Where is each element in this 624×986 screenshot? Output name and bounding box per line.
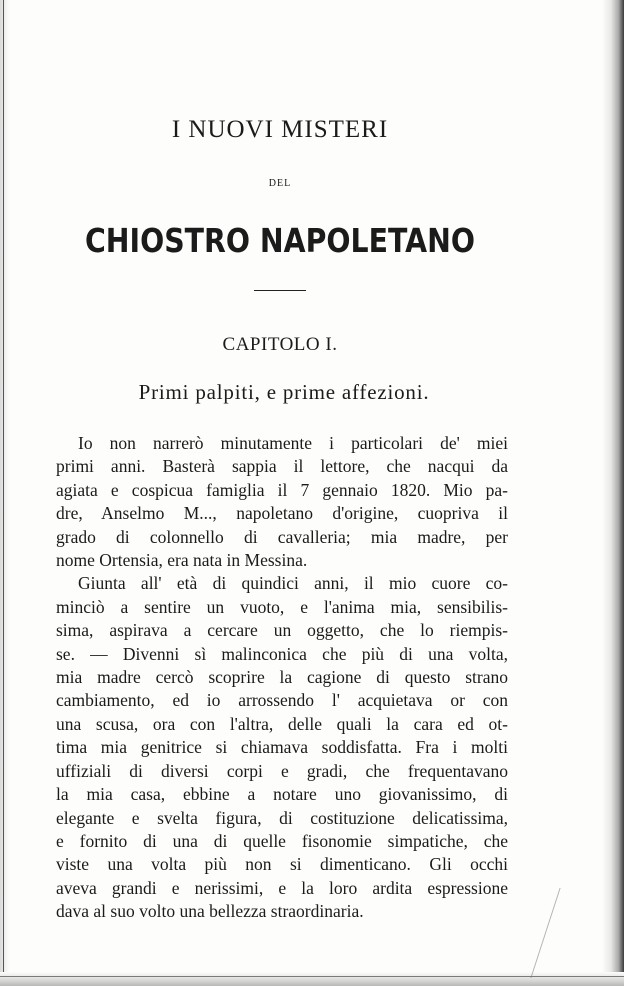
text-line: viste una volta più non si dimenticano. Gli occhi xyxy=(56,854,508,875)
text-line: dava al suo volto una bellezza straordinaria. xyxy=(56,901,364,922)
text-line: mia madre cercò scoprire la cagione di questo strano xyxy=(56,667,508,688)
chapter-heading: CAPITOLO I. xyxy=(222,334,338,355)
text-line: tima mia genitrice si chiamava soddisfatta. Fra i molti xyxy=(56,737,508,758)
text-line: dre, Anselmo M..., napoletano d'origine, cuopriva il xyxy=(56,503,508,524)
text-line: la mia casa, ebbine a notare uno giovanissimo, di xyxy=(56,784,508,805)
book-title-main: CHIOSTRO NAPOLETANO xyxy=(84,221,476,260)
text-line: Io non narrerò minutamente i particolari de' miei xyxy=(78,433,508,453)
book-title-connector: DEL xyxy=(268,178,292,189)
text-line: nome Ortensia, era nata in Messina. xyxy=(56,550,308,571)
chapter-subtitle: Primi palpiti, e prime affezioni. xyxy=(138,380,430,404)
text-line: aveva grandi e nerissimi, e la loro ardita espressione xyxy=(56,877,508,898)
text-line: minciò a sentire un vuoto, e l'anima mia, sensibilis- xyxy=(56,596,508,617)
text-line: elegante e svelta figura, di costituzione delicatissima, xyxy=(56,807,508,828)
text-line: primi anni. Basterà sappia il lettore, che nacqui da xyxy=(56,456,508,477)
text-line: e fornito di una di quelle fisonomie simpatiche, che xyxy=(56,830,508,851)
text-line: uffiziali di diversi corpi e gradi, che frequentavano xyxy=(56,760,508,781)
text-line: agiata e cospicua famiglia il 7 gennaio 1820. Mio pa- xyxy=(56,479,508,500)
page-right-edge xyxy=(602,0,624,986)
chapter-body xyxy=(56,432,508,924)
paragraph-1 xyxy=(56,432,508,572)
text-line: sima, aspirava a cercare un oggetto, che lo riempis- xyxy=(56,620,508,641)
text-line: se. — Divenni sì malinconica che più di una volta, xyxy=(56,643,508,664)
text-line: cambiamento, ed io arrossendo l' acquietava or con xyxy=(56,690,508,711)
text-line: grado di colonnello di cavalleria; mia madre, per xyxy=(56,526,508,547)
title-divider xyxy=(254,290,306,291)
page-left-edge xyxy=(0,0,10,986)
text-line: Giunta all' età di quindici anni, il mio cuore co- xyxy=(78,573,508,594)
paragraph-2 xyxy=(56,572,508,923)
text-line: una scusa, ora con l'altra, delle quali la cara ed ot- xyxy=(56,713,508,734)
book-title-top: I NUOVI MISTERI xyxy=(171,116,389,143)
